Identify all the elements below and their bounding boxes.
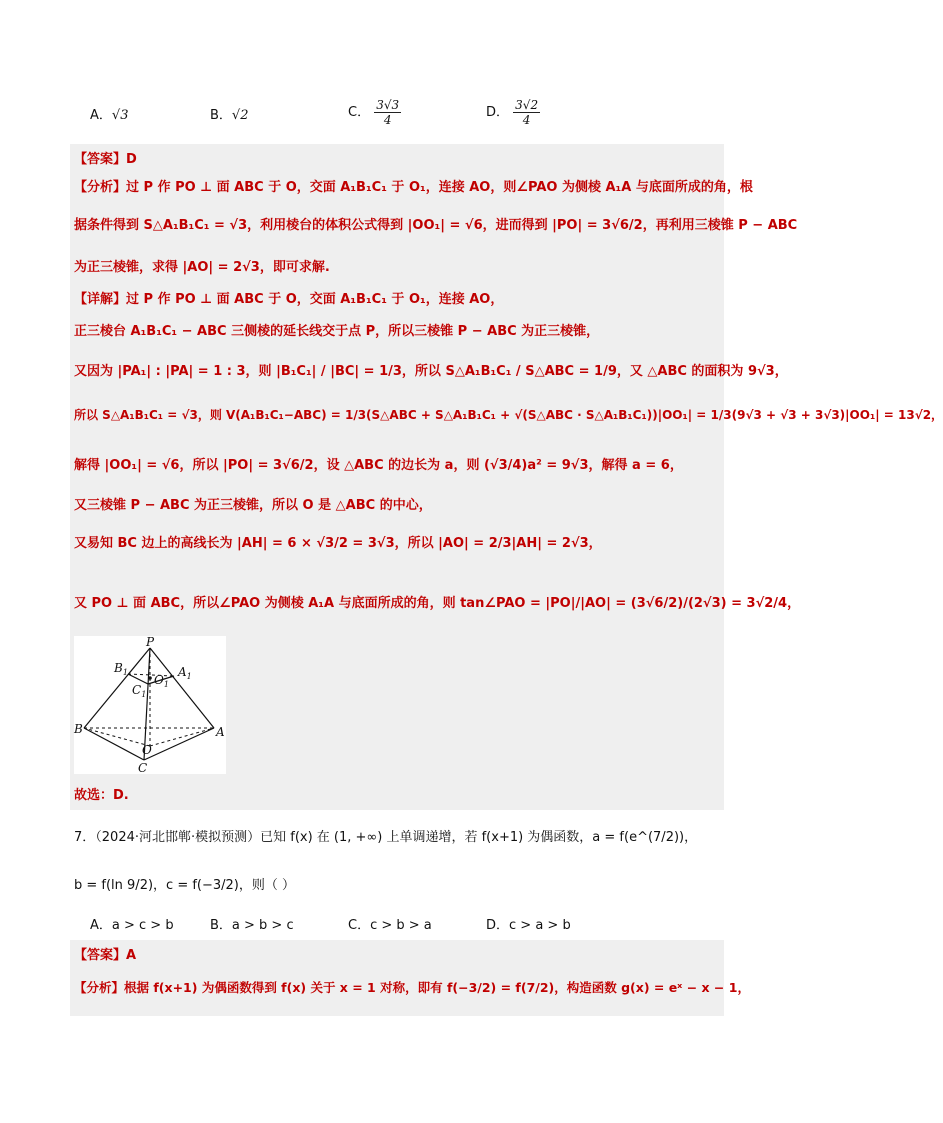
point-O1	[148, 676, 152, 680]
analysis-7-tag: 【分析】	[74, 980, 125, 995]
choice-d-fraction	[513, 98, 540, 127]
label-B: B	[74, 722, 83, 736]
choice-c-fraction	[374, 98, 401, 127]
detail-text-6: 又三棱锥 P − ABC 为正三棱锥，所以 O 是 △ABC 的中心，	[74, 498, 432, 513]
label-O1-letter: O	[154, 673, 164, 687]
question-7-line-2: b = f(ln 9/2)，c = f(−3/2)，则（ ）	[74, 878, 296, 893]
detail-line-4	[74, 406, 943, 423]
q7-choice-a: A．a > c > b	[90, 918, 174, 933]
analysis-text-3: 为正三棱锥，求得 |AO| = 2√3，即可求解.	[74, 260, 330, 275]
label-C1	[132, 683, 146, 699]
choice-b	[210, 104, 248, 123]
label-P: P	[146, 635, 155, 649]
segment-AO	[150, 728, 214, 746]
label-A1-letter: A	[178, 665, 187, 679]
detail-line-3	[74, 360, 788, 379]
analysis-text-1: 过 P 作 PO ⊥ 面 ABC 于 O，交面 A₁B₁C₁ 于 O₁，连接 AO，则∠PAO 为侧棱 A₁A 与底面所成的角，根	[126, 180, 753, 195]
label-O: O	[142, 743, 152, 757]
choice-a-label: A．	[90, 108, 112, 123]
q7-choice-d: D．c > a > b	[486, 918, 571, 933]
analysis-line-1	[74, 176, 753, 195]
detail-text-1: 过 P 作 PO ⊥ 面 ABC 于 O，交面 A₁B₁C₁ 于 O₁，连接 AO，	[126, 292, 504, 307]
choice-b-label: B．	[210, 108, 232, 123]
edge-CA	[144, 728, 214, 760]
label-B1-letter: B	[114, 661, 123, 675]
conclusion-6: 故选：D.	[74, 788, 129, 803]
segment-BO	[84, 728, 150, 746]
choice-a-value: √3	[111, 108, 129, 123]
prev-choices	[90, 98, 730, 134]
detail-line-5	[74, 454, 683, 473]
detail-line-8	[74, 592, 800, 611]
answer-value: D	[126, 152, 137, 167]
detail-text-2: 正三棱台 A₁B₁C₁ − ABC 三侧棱的延长线交于点 P，所以三棱锥 P − ABC 为正三棱锥，	[74, 324, 600, 339]
label-C: C	[138, 761, 148, 775]
answer-7-tag: 【答案】	[74, 948, 127, 963]
detail-text-7: 又易知 BC 边上的高线长为 |AH| = 6 × √3/2 = 3√3，所以 |AO| = 2/3|AH| = 2√3，	[74, 536, 602, 551]
frustum-diagram	[74, 636, 226, 774]
choice-b-value: √2	[231, 108, 249, 123]
detail-text-5: 解得 |OO₁| = √6，所以 |PO| = 3√6/2，设 △ABC 的边长为 a，则 (√3/4)a² = 9√3，解得 a = 6，	[74, 458, 683, 473]
choice-d	[486, 98, 540, 127]
q7-choice-b: B．a > b > c	[210, 918, 294, 933]
answer-line-7	[74, 944, 136, 963]
analysis-7-text: 根据 f(x+1) 为偶函数得到 f(x) 关于 x = 1 对称，即有 f(−3/2) = f(7/2)，构造函数 g(x) = eˣ − x − 1，	[124, 980, 750, 995]
analysis-line-2	[74, 214, 797, 233]
question-7-choices	[90, 914, 730, 934]
label-A1-sub: 1	[186, 672, 192, 681]
answer-line-6	[74, 148, 137, 167]
q7-choice-c: C．c > b > a	[348, 918, 432, 933]
choice-c-label: C．	[348, 105, 371, 120]
detail-text-3: 又因为 |PA₁| : |PA| = 1 : 3，则 |B₁C₁| / |BC| = 1/3，所以 S△A₁B₁C₁ / S△ABC = 1/9，又 △ABC 的面积为 9√3，	[74, 364, 788, 379]
answer-tag: 【答案】	[74, 152, 127, 167]
label-O1-sub: 1	[163, 680, 169, 689]
detail-text-8: 又 PO ⊥ 面 ABC，所以∠PAO 为侧棱 A₁A 与底面所成的角，则 tan∠PAO = |PO|/|AO| = (3√6/2)/(2√3) = 3√2/4，	[74, 596, 801, 611]
analysis-7-line-1	[74, 978, 750, 996]
choice-d-label: D．	[486, 105, 510, 120]
analysis-tag: 【分析】	[74, 180, 127, 195]
choice-c-numerator: 3√3	[376, 98, 400, 112]
choice-c	[348, 98, 401, 127]
label-B1	[113, 661, 128, 677]
edge-PA	[150, 648, 214, 728]
detail-line-6	[74, 494, 432, 513]
choice-d-denominator: 4	[522, 113, 531, 127]
label-C1-letter: C	[132, 683, 142, 697]
analysis-text-2: 据条件得到 S△A₁B₁C₁ = √3，利用棱台的体积公式得到 |OO₁| = √6，进而得到 |PO| = 3√6/2，再利用三棱锥 P − ABC	[74, 218, 798, 233]
analysis-line-3	[74, 256, 330, 275]
label-A1	[177, 665, 192, 681]
question-7-line-1: 7．（2024·河北邯郸·模拟预测）已知 f(x) 在 (1, +∞) 上单调递增，若 f(x+1) 为偶函数，a = f(e^(7/2))，	[74, 830, 698, 845]
choice-d-numerator: 3√2	[515, 98, 539, 112]
label-A: A	[216, 725, 225, 739]
choice-a	[90, 104, 128, 123]
detail-line-1	[74, 288, 503, 307]
choice-c-denominator: 4	[383, 113, 392, 127]
edge-B1A1	[128, 674, 174, 676]
frustum-figure	[74, 636, 226, 774]
label-B1-sub: 1	[122, 668, 128, 677]
detail-line-2	[74, 320, 599, 339]
detail-text-4: 所以 S△A₁B₁C₁ = √3，则 V(A₁B₁C₁−ABC) = 1/3(S△ABC + S△A₁B₁C₁ + √(S△ABC · S△A₁B₁C₁))|OO₁| = 1/3(9√3 + √3 + 3√3)|OO₁| = 13√2，	[74, 408, 943, 422]
detail-tag: 【详解】	[74, 292, 127, 307]
label-C1-sub: 1	[141, 690, 147, 699]
detail-line-7	[74, 532, 602, 551]
edge-BC	[84, 728, 144, 760]
answer-7-value: A	[126, 948, 137, 963]
